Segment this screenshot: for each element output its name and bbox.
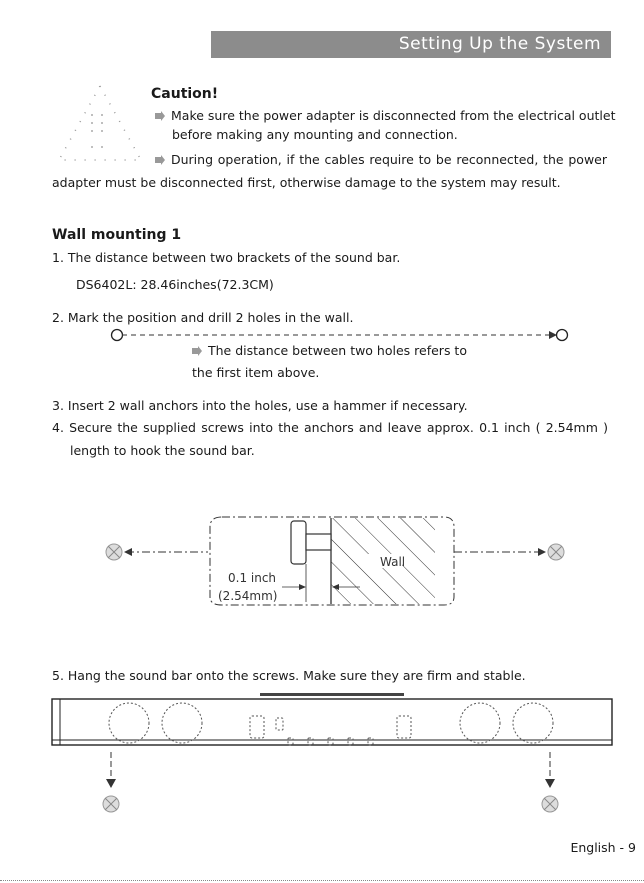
bottom-divider xyxy=(0,880,644,881)
hole-left-icon xyxy=(112,330,123,341)
caution-bullet-1-cont: before making any mounting and connection. xyxy=(172,127,458,142)
section-header: Setting Up the System xyxy=(211,31,611,58)
bullet-arrow-icon xyxy=(155,111,165,121)
gap-label-mm: (2.54mm) xyxy=(218,589,278,603)
step-4 xyxy=(52,420,608,436)
hole-distance-diagram xyxy=(108,326,572,344)
screw-wall-diagram xyxy=(100,512,576,612)
screw-head-right-icon xyxy=(548,544,564,560)
hole-note-cont: the first item above. xyxy=(192,365,320,380)
caution-bullet-2 xyxy=(155,152,607,168)
caution-bullet-2-cont: adapter must be disconnected first, otherwise damage to the system may result. xyxy=(52,175,561,190)
bullet-arrow-icon xyxy=(192,346,202,356)
sound-bar-illustration xyxy=(40,690,614,816)
caution-bullet-2-text: During operation, if the cables require to be reconnected, the power xyxy=(171,152,607,167)
gap-label-inch: 0.1 inch xyxy=(228,571,277,585)
hole-note xyxy=(192,343,467,359)
hole-right-icon xyxy=(557,330,568,341)
screw-head-left-icon xyxy=(106,544,122,560)
caution-bullet-1-text: Make sure the power adapter is disconnected from the electrical outlet xyxy=(171,108,616,123)
step-4-cont: length to hook the sound bar. xyxy=(70,443,255,458)
step-4-text: 4. Secure the supplied screws into the anchors and leave approx. 0.1 inch ( 2.54mm ) xyxy=(52,420,608,435)
warning-triangle-icon xyxy=(55,82,145,164)
caution-heading: Caution! xyxy=(151,86,219,102)
step-5: 5. Hang the sound bar onto the screws. Make sure they are firm and stable. xyxy=(52,668,526,683)
caution-bullet-1 xyxy=(155,108,615,124)
page-number: English - 9 xyxy=(570,840,636,855)
wall-label: Wall xyxy=(380,555,406,569)
hole-note-text: The distance between two holes refers to xyxy=(208,343,467,358)
screw-head-icon xyxy=(103,796,558,812)
bullet-arrow-icon xyxy=(155,155,165,165)
wall-mounting-heading: Wall mounting 1 xyxy=(52,227,182,243)
step-2: 2. Mark the position and drill 2 holes in the wall. xyxy=(52,310,354,325)
step-1: 1. The distance between two brackets of the sound bar. xyxy=(52,250,401,265)
step-1-detail: DS6402L: 28.46inches(72.3CM) xyxy=(76,277,274,292)
step-3: 3. Insert 2 wall anchors into the holes, use a hammer if necessary. xyxy=(52,398,468,413)
